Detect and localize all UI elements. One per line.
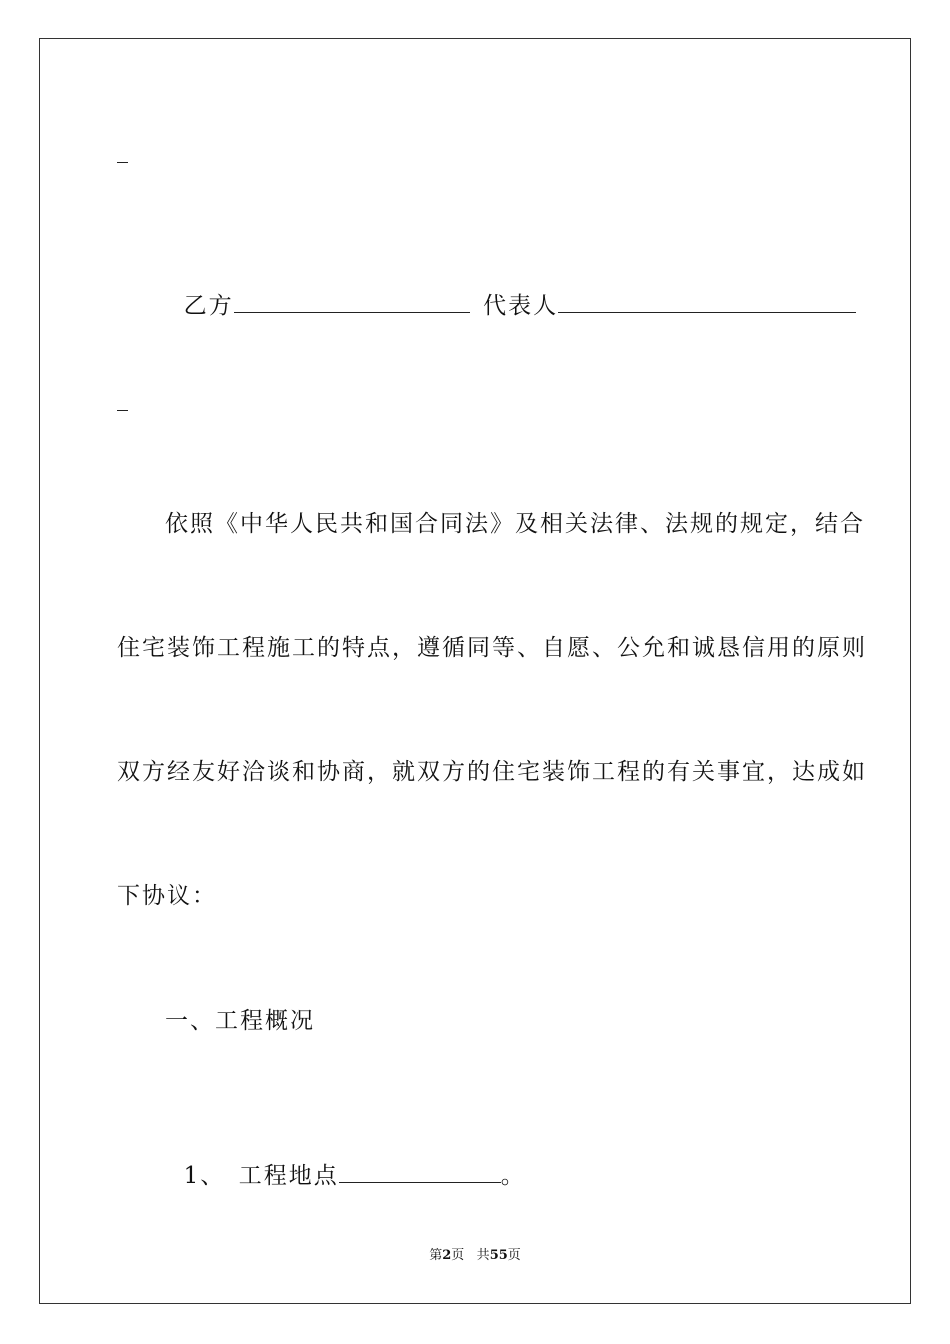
footer-total-pages: 55 <box>489 1248 508 1263</box>
footer-total-prefix: 共 <box>476 1248 490 1263</box>
party-b-blank <box>234 290 470 313</box>
footer-page-number: 2 <box>442 1248 452 1263</box>
party-b-line <box>165 260 856 321</box>
item1-blank <box>339 1160 501 1183</box>
page-footer <box>0 1248 950 1264</box>
underline-fragment-top <box>117 162 128 163</box>
item1-line <box>165 1130 526 1191</box>
representative-label: 代表人 <box>483 293 559 319</box>
para1-line1: 依照《中华人民共和国合同法》及相关法律、法规的规定，结合 <box>165 511 865 537</box>
para1-line2: 住宅装饰工程施工的特点，遵循同等、自愿、公允和诚恳信用的原则 <box>117 635 867 661</box>
para1-line4: 下协议： <box>117 883 217 909</box>
footer-prefix: 第 <box>429 1248 443 1263</box>
footer-page-suffix: 页 <box>451 1248 465 1263</box>
section1-title: 一、工程概况 <box>165 1008 315 1034</box>
item1-label: 工程地点 <box>238 1163 339 1189</box>
item1-number: 1、 <box>183 1163 226 1189</box>
para1-line3: 双方经友好洽谈和协商，就双方的住宅装饰工程的有关事宜，达成如 <box>117 759 867 785</box>
representative-blank <box>558 290 856 313</box>
party-b-label: 乙方 <box>183 293 234 319</box>
item1-end: 。 <box>500 1163 526 1189</box>
underline-fragment-middle <box>117 410 128 411</box>
page-border <box>39 38 911 1304</box>
footer-total-suffix: 页 <box>507 1248 521 1263</box>
